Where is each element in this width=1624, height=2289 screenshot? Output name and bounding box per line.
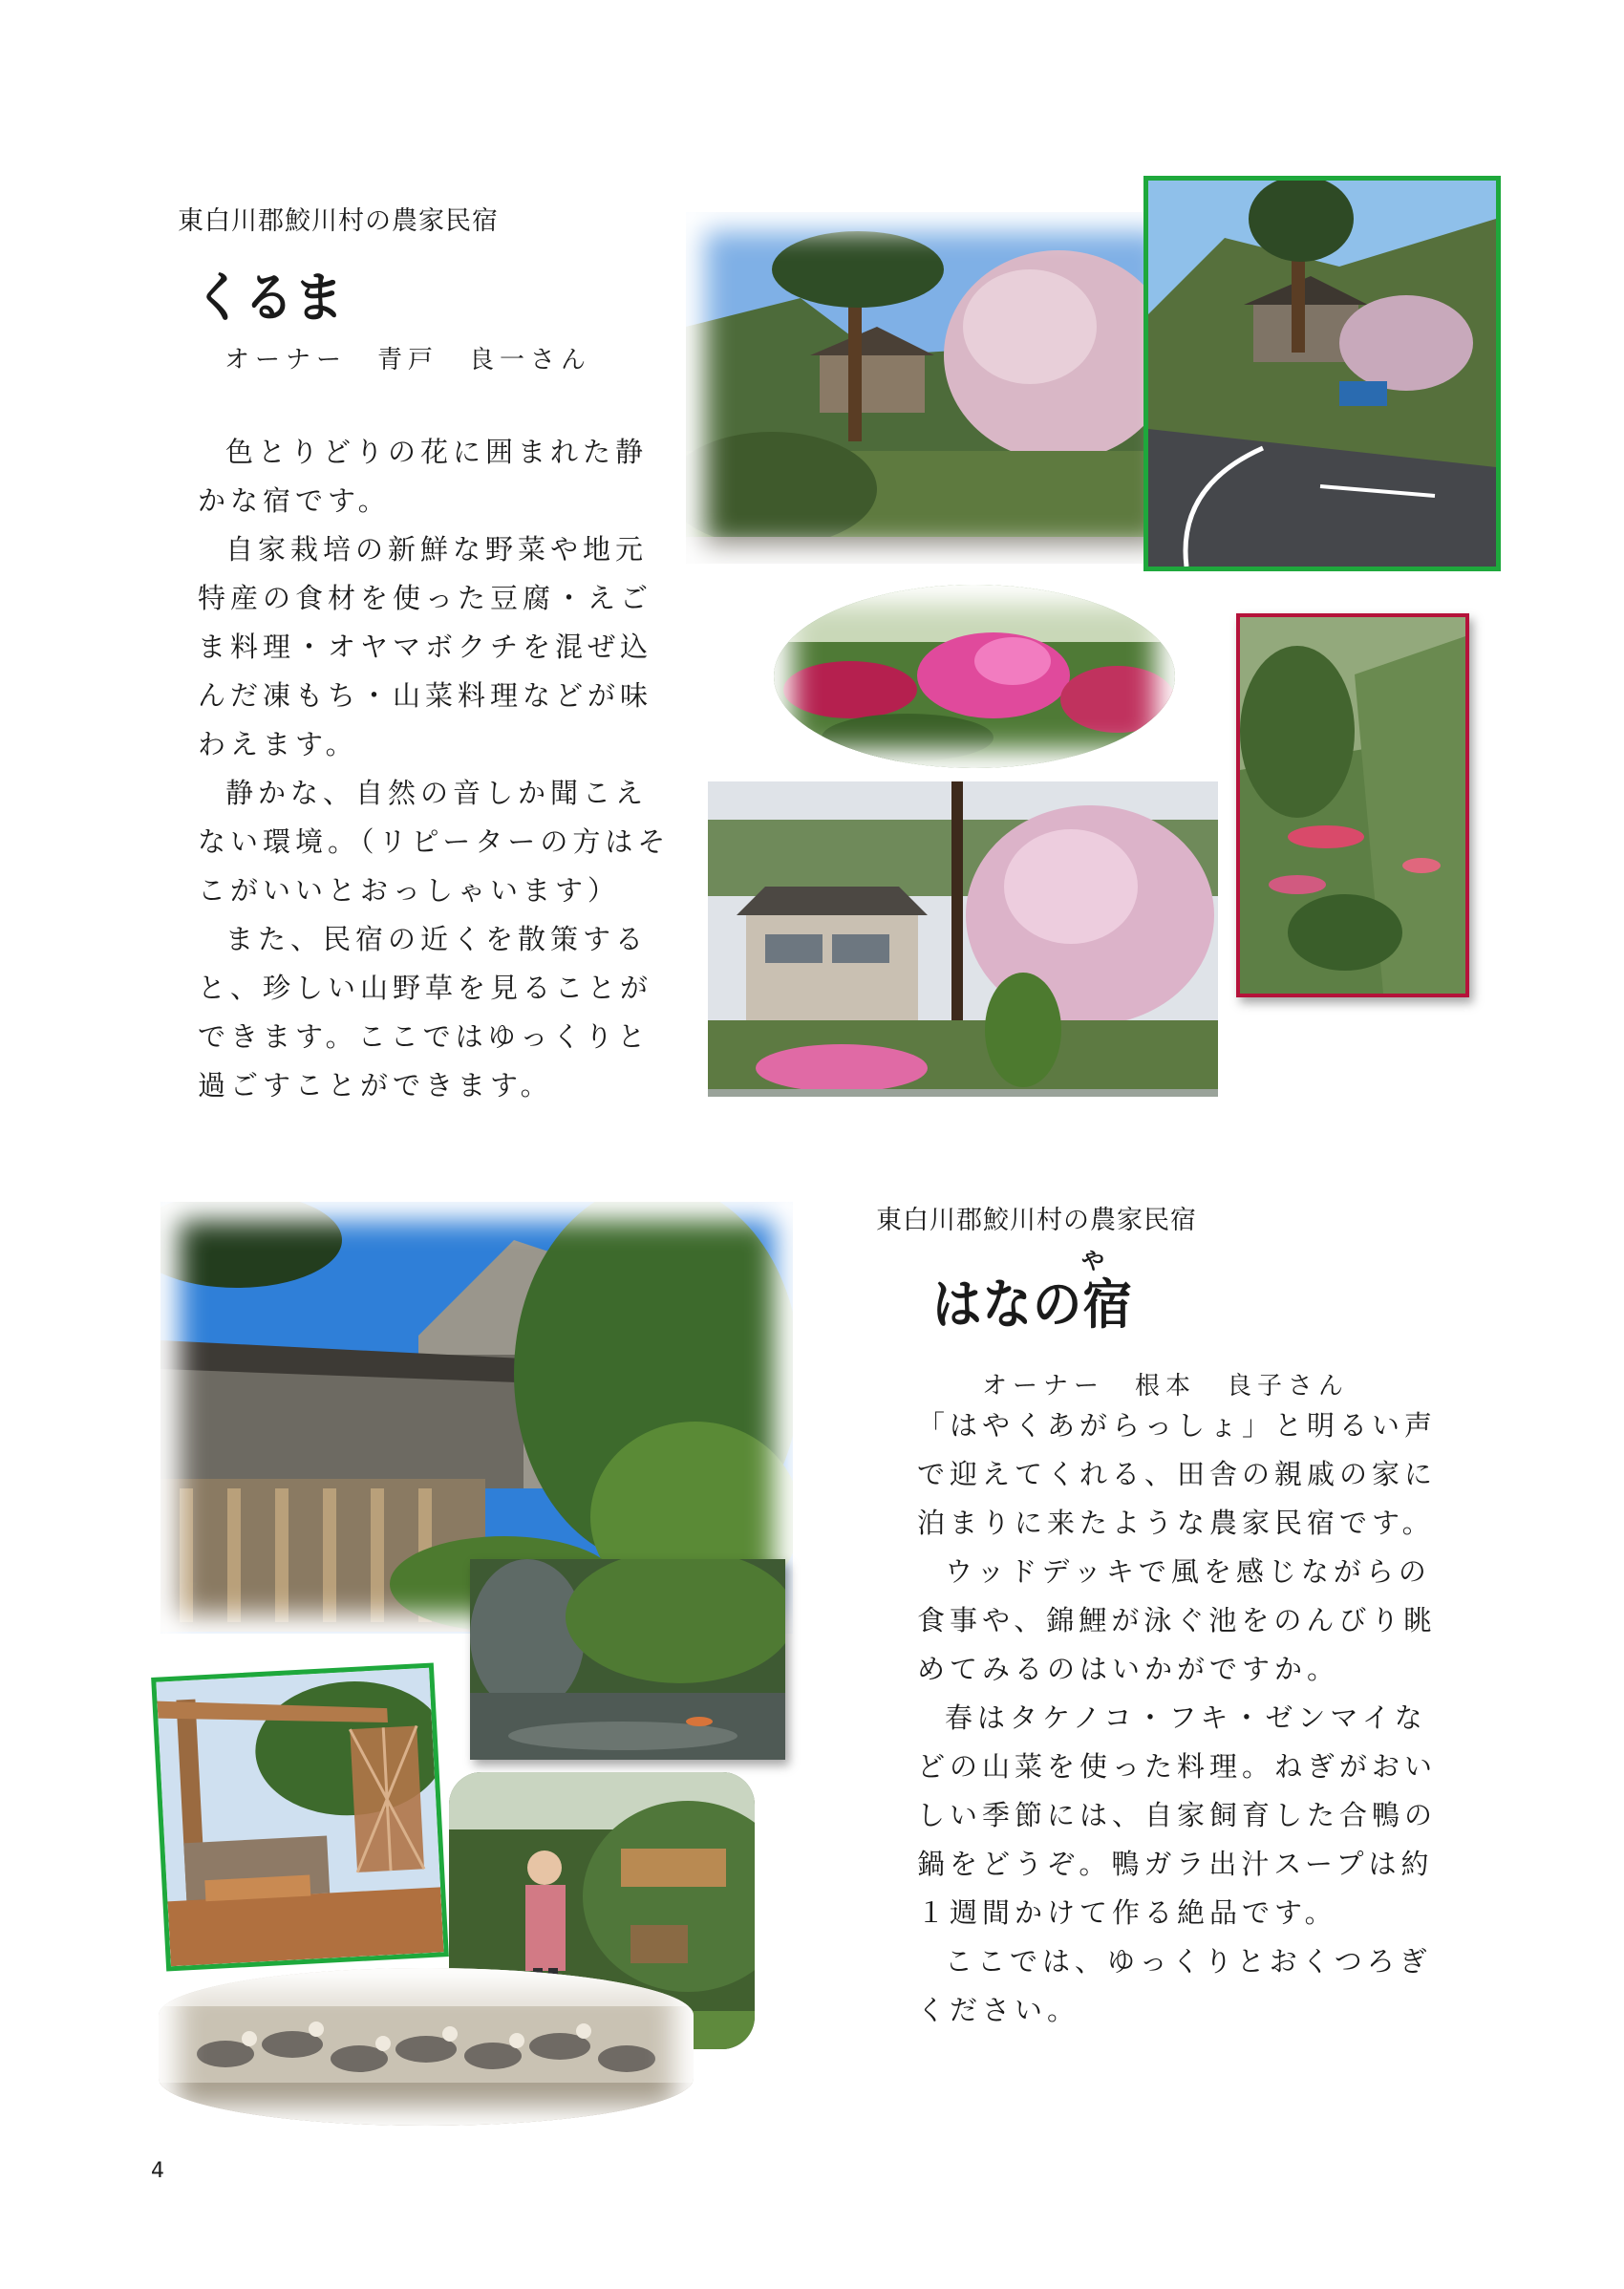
section1-paragraph: また、民宿の近くを散策すると、珍しい山野草を見ることができます。ここではゆっくりと過ごすことができます。: [198, 923, 653, 1102]
section1-owner: オーナー 青戸 良一さん: [224, 346, 592, 374]
section1-paragraph: 色とりどりの花に囲まれた静かな宿です。: [198, 436, 649, 517]
section2-subtitle: 東白川郡鮫川村の農家民宿: [876, 1206, 1197, 1235]
section2-title-ruby: や: [1081, 1248, 1104, 1274]
photo-house-blossoms: [708, 781, 1218, 1097]
section2-owner: オーナー 根本 良子さん: [982, 1372, 1350, 1401]
photo-ducks: [159, 1968, 694, 2126]
section2-paragraph: 「はやくあがらっしょ」と明るい声で迎えてくれる、田舎の親戚の家に泊まりに来たような農家民宿です。: [917, 1409, 1438, 1539]
section1-title: くるま: [194, 267, 345, 330]
photo-pond: [470, 1559, 785, 1760]
section2-paragraph: ウッドデッキで風を感じながらの食事や、錦鯉が泳ぐ池をのんびり眺めてみるのはいかがですか。: [917, 1555, 1437, 1685]
section2-body: [917, 1401, 1452, 2035]
photo-house-hill: [686, 212, 1183, 564]
section1-subtitle: 東白川郡鮫川村の農家民宿: [178, 206, 499, 236]
photo-wooden-deck: [151, 1662, 449, 1971]
section1-paragraph: 静かな、自然の音しか聞こえない環境。（リピーターの方はそこがいいとおっしゃいます）: [198, 777, 671, 907]
photo-road-green-frame: [1143, 176, 1501, 571]
section2-title: はなの宿: [932, 1274, 1133, 1337]
section1-paragraph: 自家栽培の新鮮な野菜や地元特産の食材を使った豆腐・えごま料理・オヤマボクチを混ぜ込んだ凍もち・山菜料理などが味わえます。: [198, 533, 653, 760]
photo-path-red-frame: [1236, 613, 1469, 997]
section2-paragraph: 春はタケノコ・フキ・ゼンマイなどの山菜を使った料理。ねぎがおいしい季節には、自家飼育した合鴨の鍋をどうぞ。鴨ガラ出汁スープは約１週間かけて作る絶品です。: [917, 1701, 1438, 1929]
page-number: 4: [151, 2159, 164, 2183]
section1-body: [198, 428, 675, 1110]
section2-paragraph: ここでは、ゆっくりとおくつろぎください。: [917, 1945, 1432, 2026]
photo-flowers-oval: [774, 585, 1175, 768]
